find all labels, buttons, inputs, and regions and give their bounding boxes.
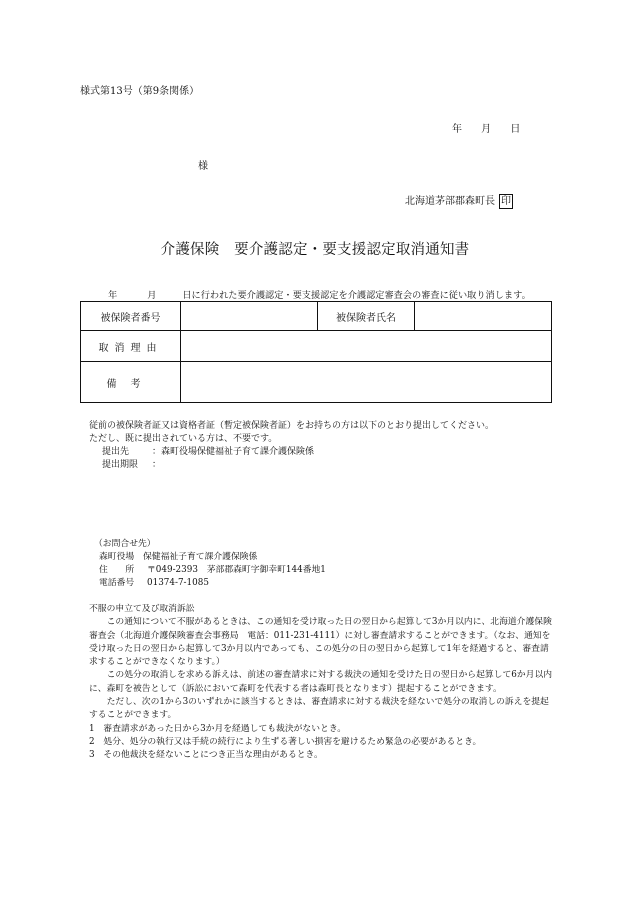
document-title: 介護保険 要介護認定・要支援認定取消通知書 (160, 242, 470, 258)
intro-year: 年 (108, 290, 118, 301)
contact-office: 森町役場 保健福祉子育て課介護保険係 (99, 552, 258, 562)
address-value: 〒049-2393 茅部郡森町字御幸町144番地1 (147, 565, 326, 575)
notice-line-2: ただし、既に提出されている方は、不要です。 (89, 433, 278, 444)
address-label: 住 所 (99, 565, 135, 575)
appeal-item-3: 3 その他裁決を経ないことにつき正当な理由があるとき。 (89, 750, 323, 761)
seal-mark: 印 (501, 196, 511, 207)
table-row (81, 302, 552, 331)
appeal-section (89, 603, 555, 763)
phone-value: 01374-7-1085 (147, 578, 209, 588)
insured-name-field[interactable] (415, 302, 552, 331)
deadline-label: 提出期限 (102, 459, 139, 470)
appeal-paragraph-3: ただし、次の1から3のいずれかに該当するときは、審査請求に対する裁決を経ないで処分の取消しの訴えを提起することができます。 (89, 697, 549, 721)
contact-heading: （お問合せ先） (94, 539, 156, 549)
issuer (405, 192, 513, 209)
appeal-item-1: 1 審査請求があった日から3か月を経過しても裁決がないとき。 (89, 723, 347, 734)
insured-name-label: 被保険者氏名 (318, 302, 415, 331)
submit-to-value: ：森町役場保健福祉子育て課介護保険係 (152, 447, 315, 457)
remarks-field[interactable] (181, 362, 552, 403)
issuer-name: 北海道茅部郡森町長 (405, 196, 495, 207)
deadline-value: ： (152, 459, 162, 470)
cancel-reason-field[interactable] (181, 331, 552, 362)
intro-text: 日に行われた要介護認定・要支援認定を介護認定審査会の審査に従い取り消します。 (182, 290, 531, 301)
appeal-item-2: 2 処分、処分の執行又は手続の続行により生ずる著しい損害を避けるため緊急の必要があるとき。 (89, 736, 482, 747)
insured-number-label: 被保険者番号 (81, 302, 181, 331)
table-row (81, 331, 552, 362)
submit-to-label: 提出先 (102, 447, 130, 457)
phone-label: 電話番号 (99, 578, 135, 588)
intro-month: 月 (147, 290, 157, 301)
date-line: 年 月 日 (452, 124, 521, 135)
insured-number-field[interactable] (181, 302, 318, 331)
table-row (81, 362, 552, 403)
remarks-label: 備考 (81, 362, 181, 403)
cancel-reason-label: 取消理由 (81, 331, 181, 362)
form-number: 様式第13号（第9条関係） (80, 86, 200, 97)
appeal-paragraph-1: この通知について不服があるときは、この通知を受け取った日の翌日から起算して3か月以内に、北海道介護保険審査会（北海道介護保険審査会事務局 電話：011-231-4111）に対し審査請求することができます。（なお、通知を受け取った日の翌日から起算して3か月以内であっても、この処分の日の翌日から起算して1年を経過すると、審査請求することができなくなります。） (89, 617, 552, 668)
info-table (80, 301, 552, 403)
contact-block (94, 538, 326, 590)
addressee: 様 (198, 161, 208, 172)
intro-sentence (108, 287, 531, 301)
certificate-notice (89, 420, 559, 445)
appeal-heading: 不服の申立て及び取消訴訟 (89, 604, 195, 614)
submission-info (102, 446, 314, 471)
appeal-paragraph-2: この処分の取消しを求める訴えは、前述の審査請求に対する裁決の通知を受けた日の翌日から起算して6か月以内に、森町を被告として（訴訟において森町を代表する者は森町長となります）提起することができます。 (89, 670, 553, 694)
notice-line-1: 従前の被保険者証又は資格者証（暫定被保険者証）をお持ちの方は以下のとおり提出してください。 (89, 421, 495, 431)
